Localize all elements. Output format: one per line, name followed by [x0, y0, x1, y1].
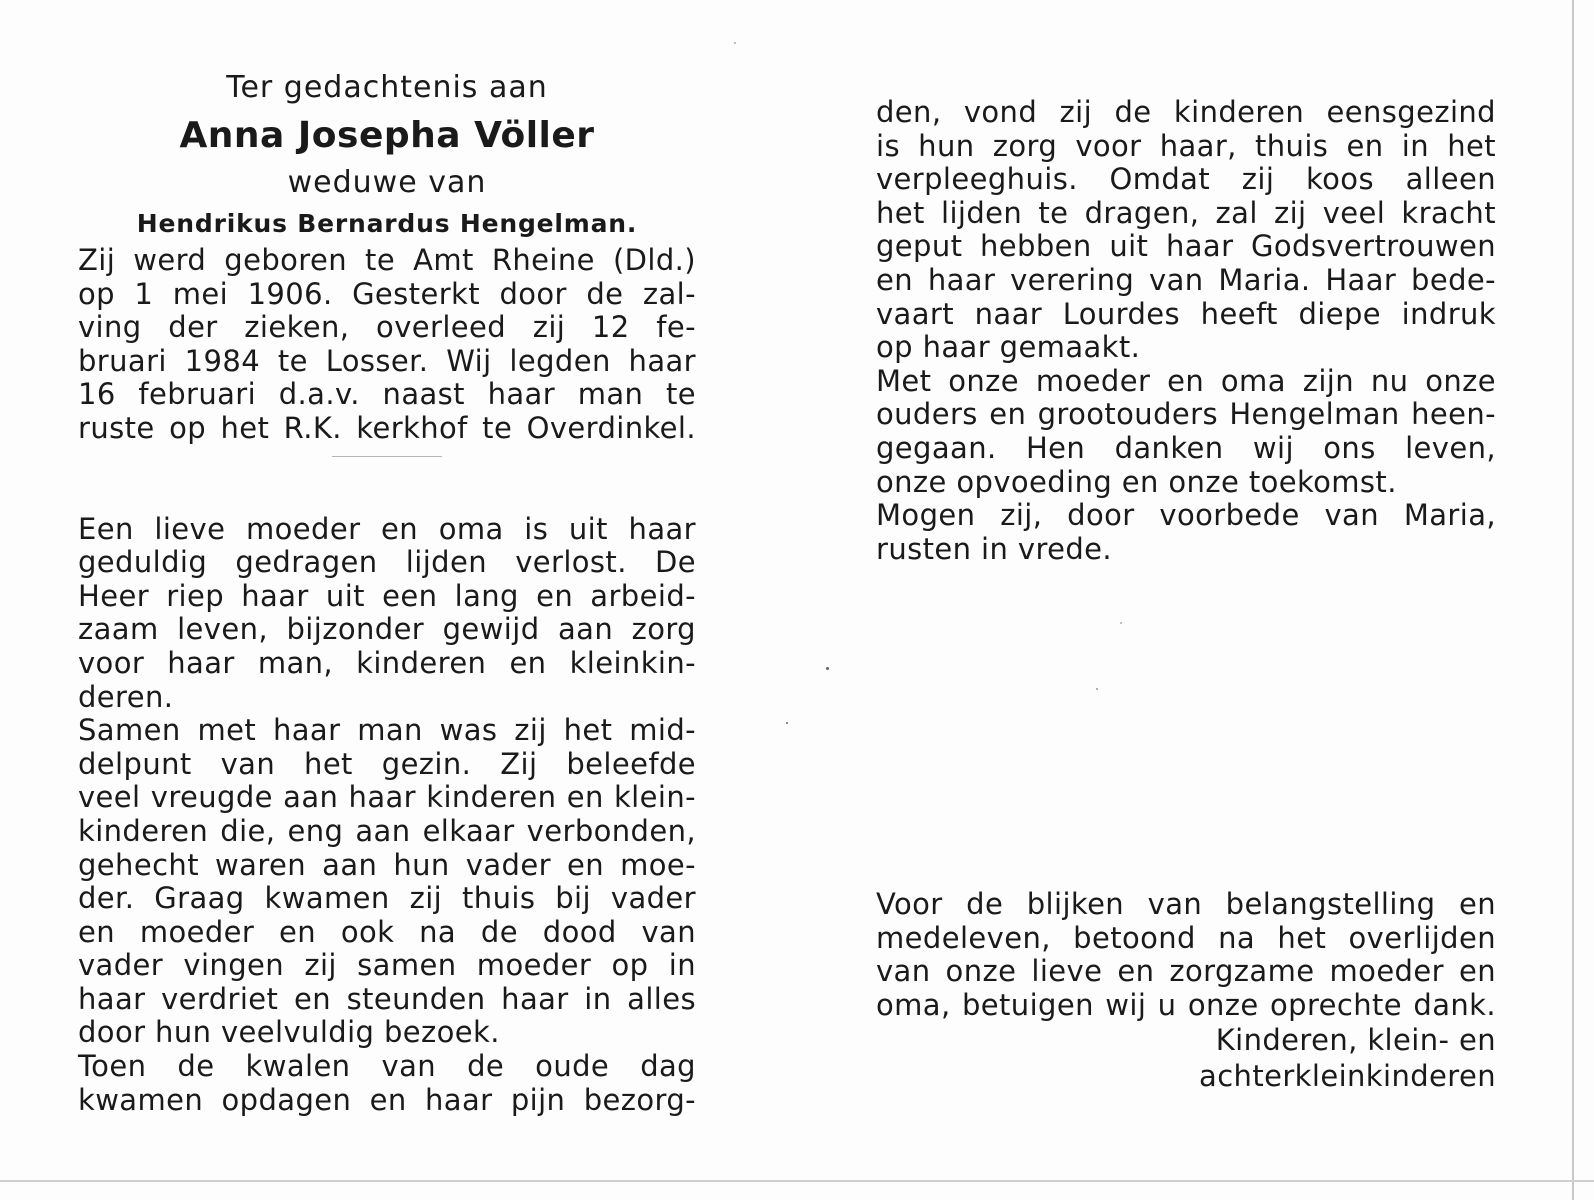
text-line: het lijden te dragen, zal zij veel kracht	[876, 195, 1496, 230]
left-column	[78, 66, 696, 1117]
text-line: en moeder en ook na de dood van	[78, 914, 696, 949]
scan-speck	[734, 42, 736, 44]
scan-speck	[826, 667, 829, 670]
card-bottom-edge	[0, 1180, 1594, 1182]
paragraph-gap	[78, 457, 696, 513]
text-line: zaam leven, bijzonder gewijd aan zorg	[78, 612, 696, 647]
bio-line: 16 februari d.a.v. naast haar man te	[78, 377, 696, 412]
scan-speck	[786, 722, 788, 724]
text-line: gehecht waren aan hun vader en moe-	[78, 847, 696, 882]
spouse-name: Hendrikus Bernardus Hengelman.	[136, 209, 638, 238]
text-line: is hun zorg voor haar, thuis en in het	[876, 128, 1496, 163]
bio-line: ving der zieken, overleed zij 12 fe-	[78, 310, 696, 345]
text-line: op haar gemaakt.	[876, 330, 1141, 365]
bio-line: Zij werd geboren te Amt Rheine (Dld.)	[78, 243, 696, 277]
bio-paragraph	[78, 244, 696, 446]
text-line: geduldig gedragen lijden verlost. De	[78, 545, 696, 580]
left-body-text	[78, 513, 696, 1118]
thanks-line: medeleven, betoond na het overlijden	[876, 920, 1496, 955]
text-line: rusten in vrede.	[876, 531, 1113, 566]
thanks-block	[876, 888, 1496, 1094]
text-line: gegaan. Hen danken wij ons leven,	[876, 430, 1496, 465]
thanks-line: Voor de blijken van belangstelling en	[876, 887, 1496, 921]
text-line: verpleeghuis. Omdat zij koos alleen	[876, 162, 1496, 197]
text-line: Heer riep haar uit een lang en arbeid-	[78, 578, 696, 613]
text-line: geput hebben uit haar Godsvertrouwen	[876, 229, 1496, 264]
text-line: Een lieve moeder en oma is uit haar	[78, 511, 696, 546]
text-line: voor haar man, kinderen en kleinkin-	[78, 645, 696, 680]
widow-of-text: weduwe van	[287, 165, 487, 200]
right-body-text	[876, 96, 1496, 566]
text-line: door hun veelvuldig bezoek.	[78, 1015, 500, 1050]
text-line: Samen met haar man was zij het mid-	[78, 713, 696, 748]
scan-speck	[1120, 622, 1122, 624]
right-column	[876, 96, 1496, 566]
intro-text: Ter gedachtenis aan	[226, 70, 548, 105]
thanks-line: oma, betuigen wij u onze oprechte dank.	[876, 987, 1496, 1022]
thanks-line: van onze lieve en zorgzame moeder en	[876, 954, 1496, 989]
signature-line: achterkleinkinderen	[1199, 1059, 1496, 1094]
deceased-name: Anna Josepha Völler	[179, 115, 595, 156]
text-line: deren.	[78, 679, 174, 714]
text-line: ouders en grootouders Hengelman heen-	[876, 397, 1496, 432]
bio-line: ruste op het R.K. kerkhof te Overdinkel.	[78, 410, 696, 445]
text-line: kinderen die, eng aan elkaar verbonden,	[78, 813, 696, 848]
text-line: kwamen opdagen en haar pijn bezorg-	[78, 1082, 696, 1117]
text-line: den, vond zij de kinderen eensgezind	[876, 95, 1496, 129]
text-line: der. Graag kwamen zij thuis bij vader	[78, 881, 696, 916]
text-line: haar verdriet en steunden haar in alles	[78, 981, 696, 1016]
signature-line: Kinderen, klein- en	[1215, 1023, 1496, 1058]
card-right-edge	[1572, 0, 1574, 1200]
text-line: Toen de kwalen van de oude dag	[78, 1049, 696, 1084]
text-line: onze opvoeding en onze toekomst.	[876, 464, 1397, 499]
text-line: Met onze moeder en oma zijn nu onze	[876, 363, 1496, 398]
text-line: delpunt van het gezin. Zij beleefde	[78, 746, 696, 781]
text-line: veel vreugde aan haar kinderen en klein-	[78, 780, 696, 815]
bio-line: op 1 mei 1906. Gesterkt door de zal-	[78, 276, 696, 311]
text-line: en haar verering van Maria. Haar bede-	[876, 262, 1496, 297]
text-line: vaart naar Lourdes heeft diepe indruk	[876, 296, 1496, 331]
scan-speck	[1096, 688, 1098, 690]
bio-line: bruari 1984 te Losser. Wij legden haar	[78, 343, 696, 378]
text-line: Mogen zij, door voorbede van Maria,	[876, 498, 1496, 533]
text-line: vader vingen zij samen moeder op in	[78, 948, 696, 983]
